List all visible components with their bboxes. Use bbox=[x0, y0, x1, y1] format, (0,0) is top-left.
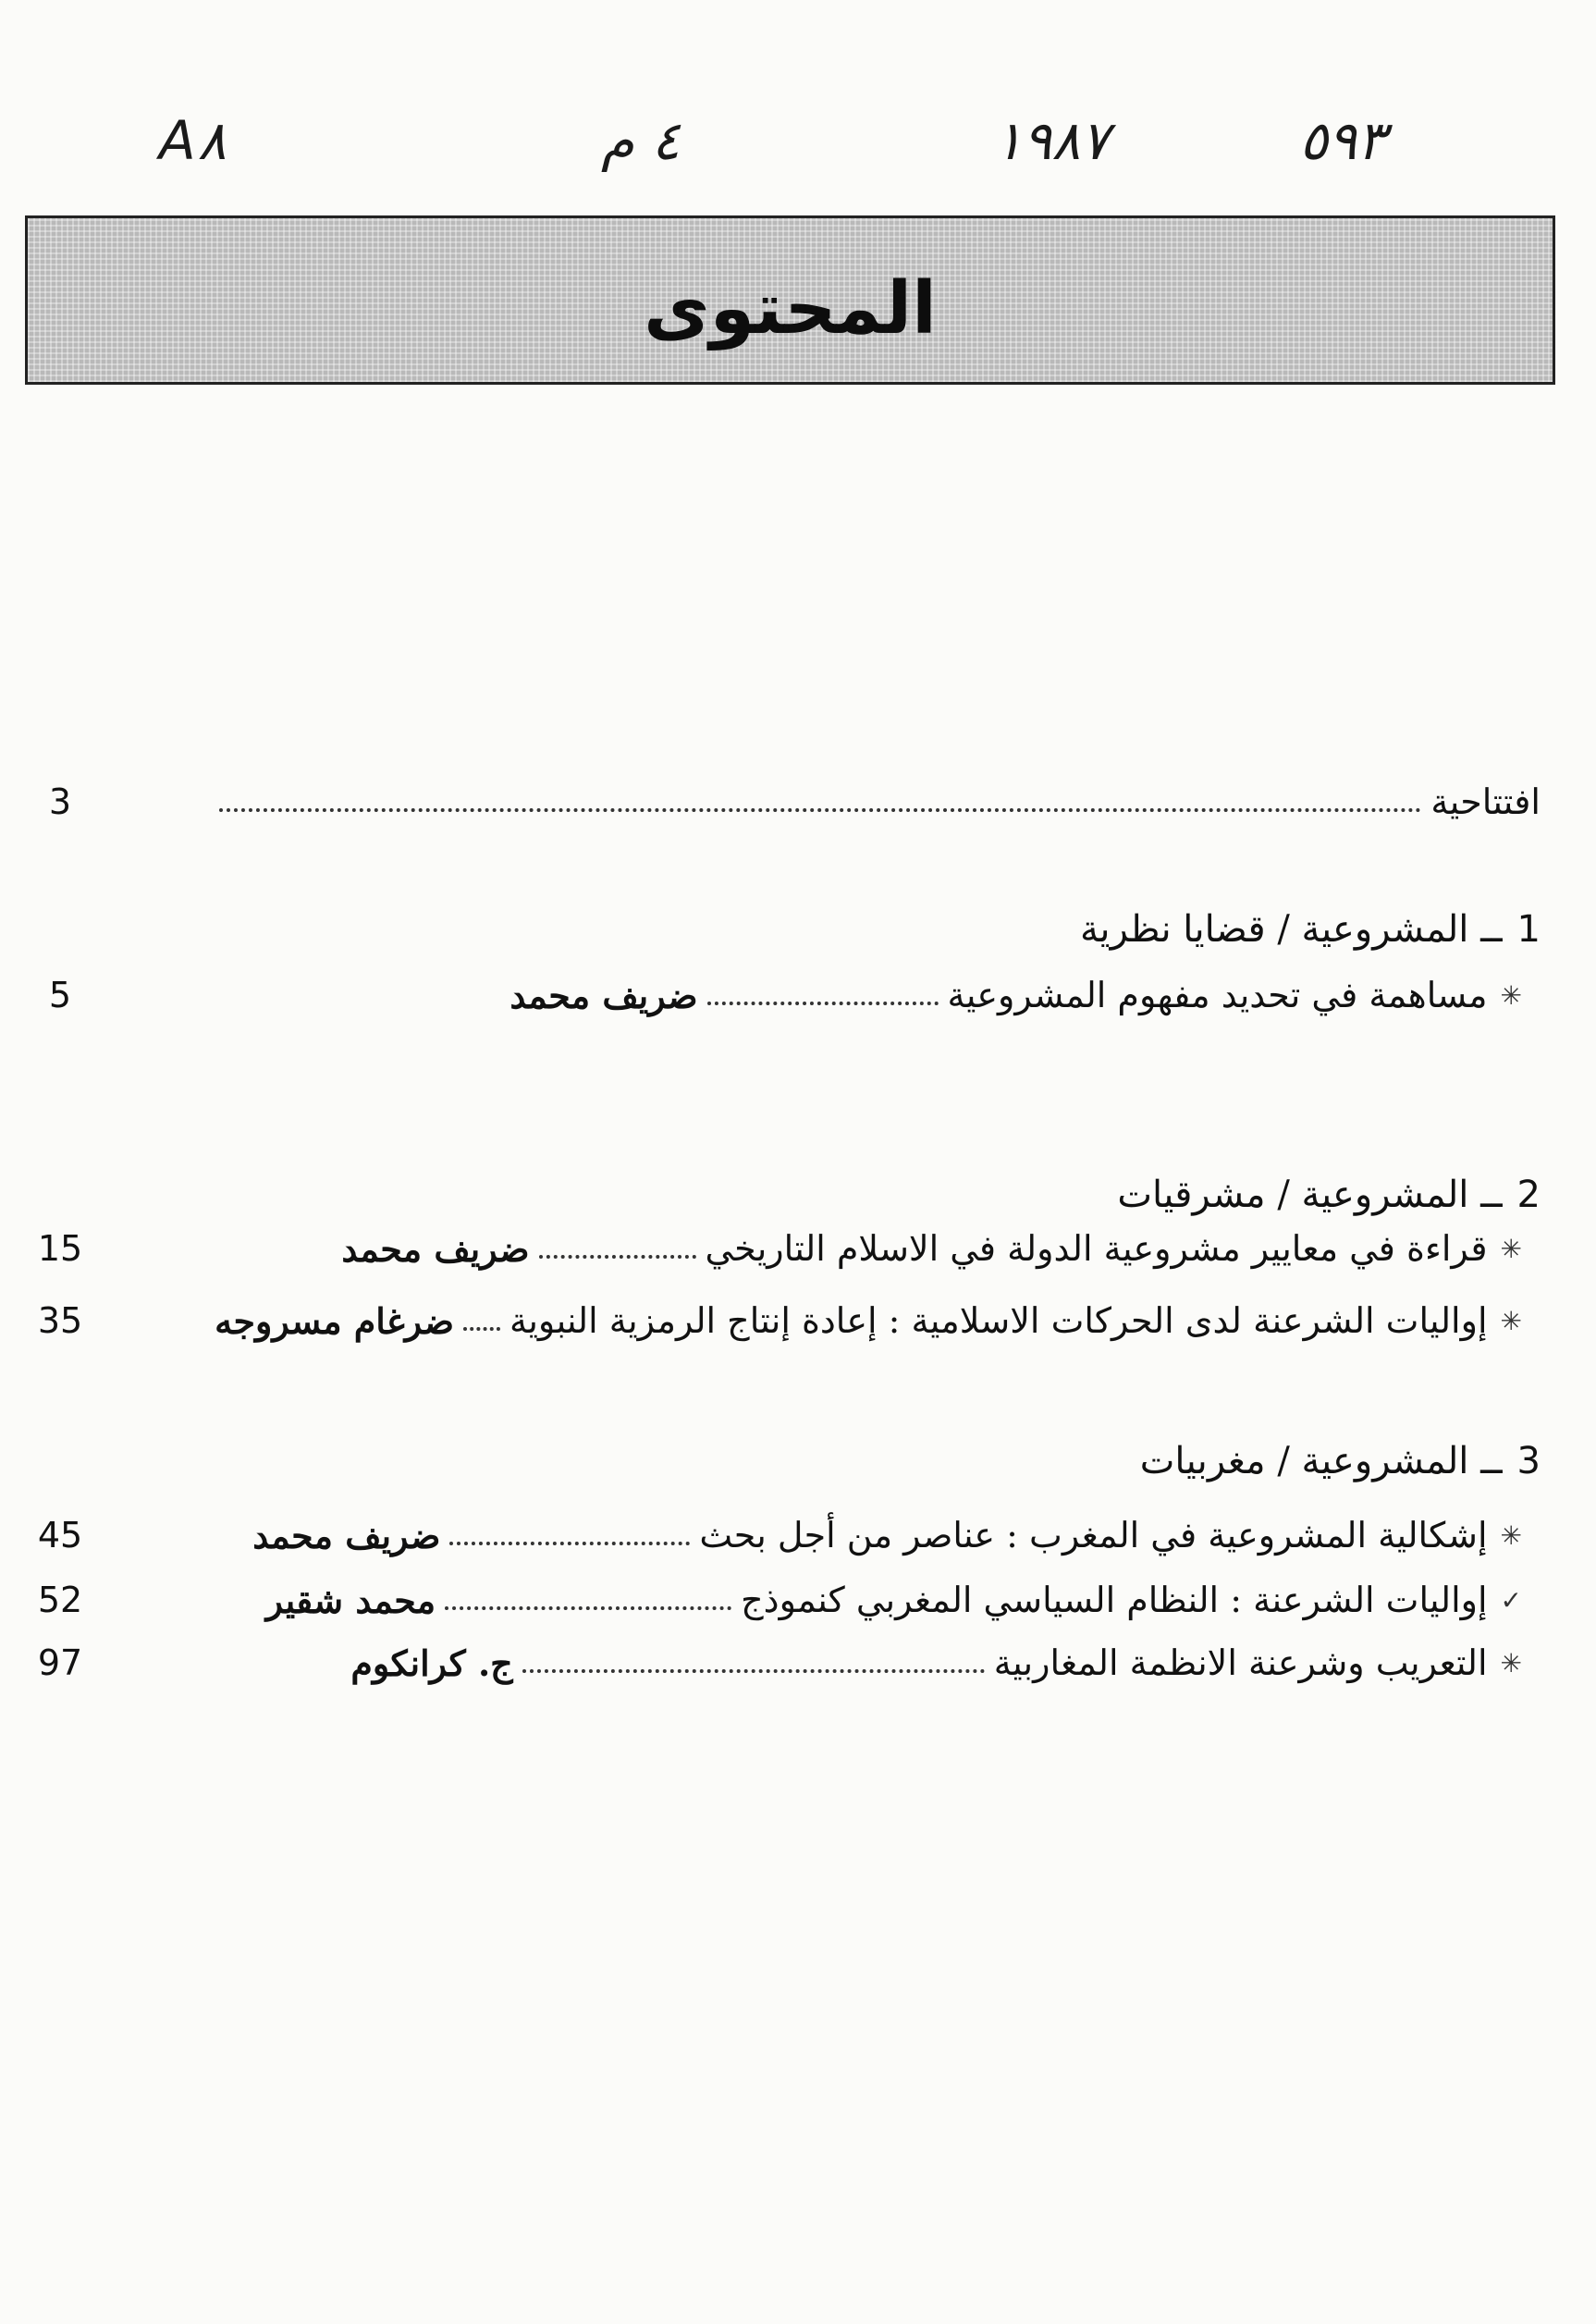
toc-entry[interactable] bbox=[0, 1293, 1596, 1348]
entry-title: التعريب وشرعنة الانظمة المغاربية bbox=[993, 1642, 1488, 1683]
handwritten-annotations bbox=[0, 109, 1596, 211]
checkmark-icon: ✓ bbox=[1500, 1584, 1522, 1616]
toc-entry[interactable] bbox=[0, 1635, 1596, 1691]
entry-text bbox=[350, 1635, 1522, 1691]
leader-dots bbox=[445, 1603, 731, 1610]
entry-text bbox=[509, 967, 1522, 1023]
page-number: 52 bbox=[37, 1580, 83, 1620]
leader-dots bbox=[539, 1251, 696, 1259]
section-heading-3 bbox=[1140, 1433, 1541, 1489]
entry-title: مساهمة في تحديد مفهوم المشروعية bbox=[947, 975, 1488, 1015]
page-number: 45 bbox=[37, 1515, 83, 1555]
section-heading-1 bbox=[1080, 902, 1541, 957]
entry-title: إواليات الشرعنة : النظام السياسي المغربي كنموذج bbox=[741, 1580, 1488, 1620]
entry-text bbox=[341, 1221, 1522, 1276]
leader-dots bbox=[219, 805, 1421, 812]
page-number: 3 bbox=[48, 781, 72, 822]
leader-dots bbox=[463, 1323, 500, 1331]
entry-author: محمد شقير bbox=[265, 1579, 436, 1621]
toc-entry[interactable] bbox=[0, 1572, 1596, 1628]
entry-title: إشكالية المشروعية في المغرب : عناصر من أجل بحث bbox=[699, 1515, 1488, 1555]
page-number: 97 bbox=[37, 1642, 83, 1683]
entry-text bbox=[252, 1507, 1522, 1563]
toc-entry-opening[interactable] bbox=[0, 774, 1596, 830]
asterisk-icon: ✳ bbox=[1500, 1647, 1522, 1678]
asterisk-icon: ✳ bbox=[1500, 979, 1522, 1011]
entry-text bbox=[266, 1572, 1522, 1628]
section-number: 3 bbox=[1516, 1440, 1541, 1482]
page-number: 15 bbox=[37, 1228, 83, 1269]
section-number: 2 bbox=[1516, 1174, 1541, 1216]
page-number: 5 bbox=[48, 975, 72, 1015]
asterisk-icon: ✳ bbox=[1500, 1305, 1522, 1336]
toc-entry[interactable] bbox=[0, 1221, 1596, 1276]
page-title: المحتوى bbox=[644, 266, 937, 350]
asterisk-icon: ✳ bbox=[1500, 1519, 1522, 1551]
entry-author: ج. كرانكوم bbox=[350, 1642, 513, 1684]
title-banner bbox=[25, 215, 1555, 385]
handwritten-number: ٥٩٣ bbox=[1299, 109, 1386, 172]
entry-author: ضريف محمد bbox=[252, 1514, 441, 1556]
handwritten-number: A٨ bbox=[159, 109, 227, 172]
entry-text bbox=[215, 1293, 1522, 1348]
handwritten-number: ١٩٨٧ bbox=[994, 109, 1110, 172]
leader-dots bbox=[522, 1666, 985, 1673]
entry-text bbox=[210, 774, 1541, 830]
entry-title: إواليات الشرعنة لدى الحركات الاسلامية : إعادة إنتاج الرمزية النبوية bbox=[509, 1300, 1488, 1341]
section-title: ــ المشروعية / قضايا نظرية bbox=[1079, 908, 1503, 951]
toc-entry[interactable] bbox=[0, 1507, 1596, 1563]
entry-author: ضرغام مسروجه bbox=[215, 1299, 454, 1342]
entry-author: ضريف محمد bbox=[509, 974, 698, 1016]
entry-title: افتتاحية bbox=[1430, 781, 1541, 822]
leader-dots bbox=[707, 998, 939, 1005]
entry-author: ضريف محمد bbox=[341, 1227, 530, 1270]
section-title: ــ المشروعية / مغربيات bbox=[1139, 1440, 1503, 1482]
leader-dots bbox=[449, 1538, 690, 1545]
section-number: 1 bbox=[1516, 908, 1541, 951]
page-number: 35 bbox=[37, 1300, 83, 1341]
asterisk-icon: ✳ bbox=[1500, 1233, 1522, 1264]
toc-entry[interactable] bbox=[0, 967, 1596, 1023]
handwritten-number: ٤ م bbox=[601, 109, 681, 172]
section-title: ــ المشروعية / مشرقيات bbox=[1117, 1174, 1503, 1216]
entry-title: قراءة في معايير مشروعية الدولة في الاسلام التاريخي bbox=[705, 1228, 1488, 1269]
section-heading-2 bbox=[1117, 1167, 1541, 1223]
